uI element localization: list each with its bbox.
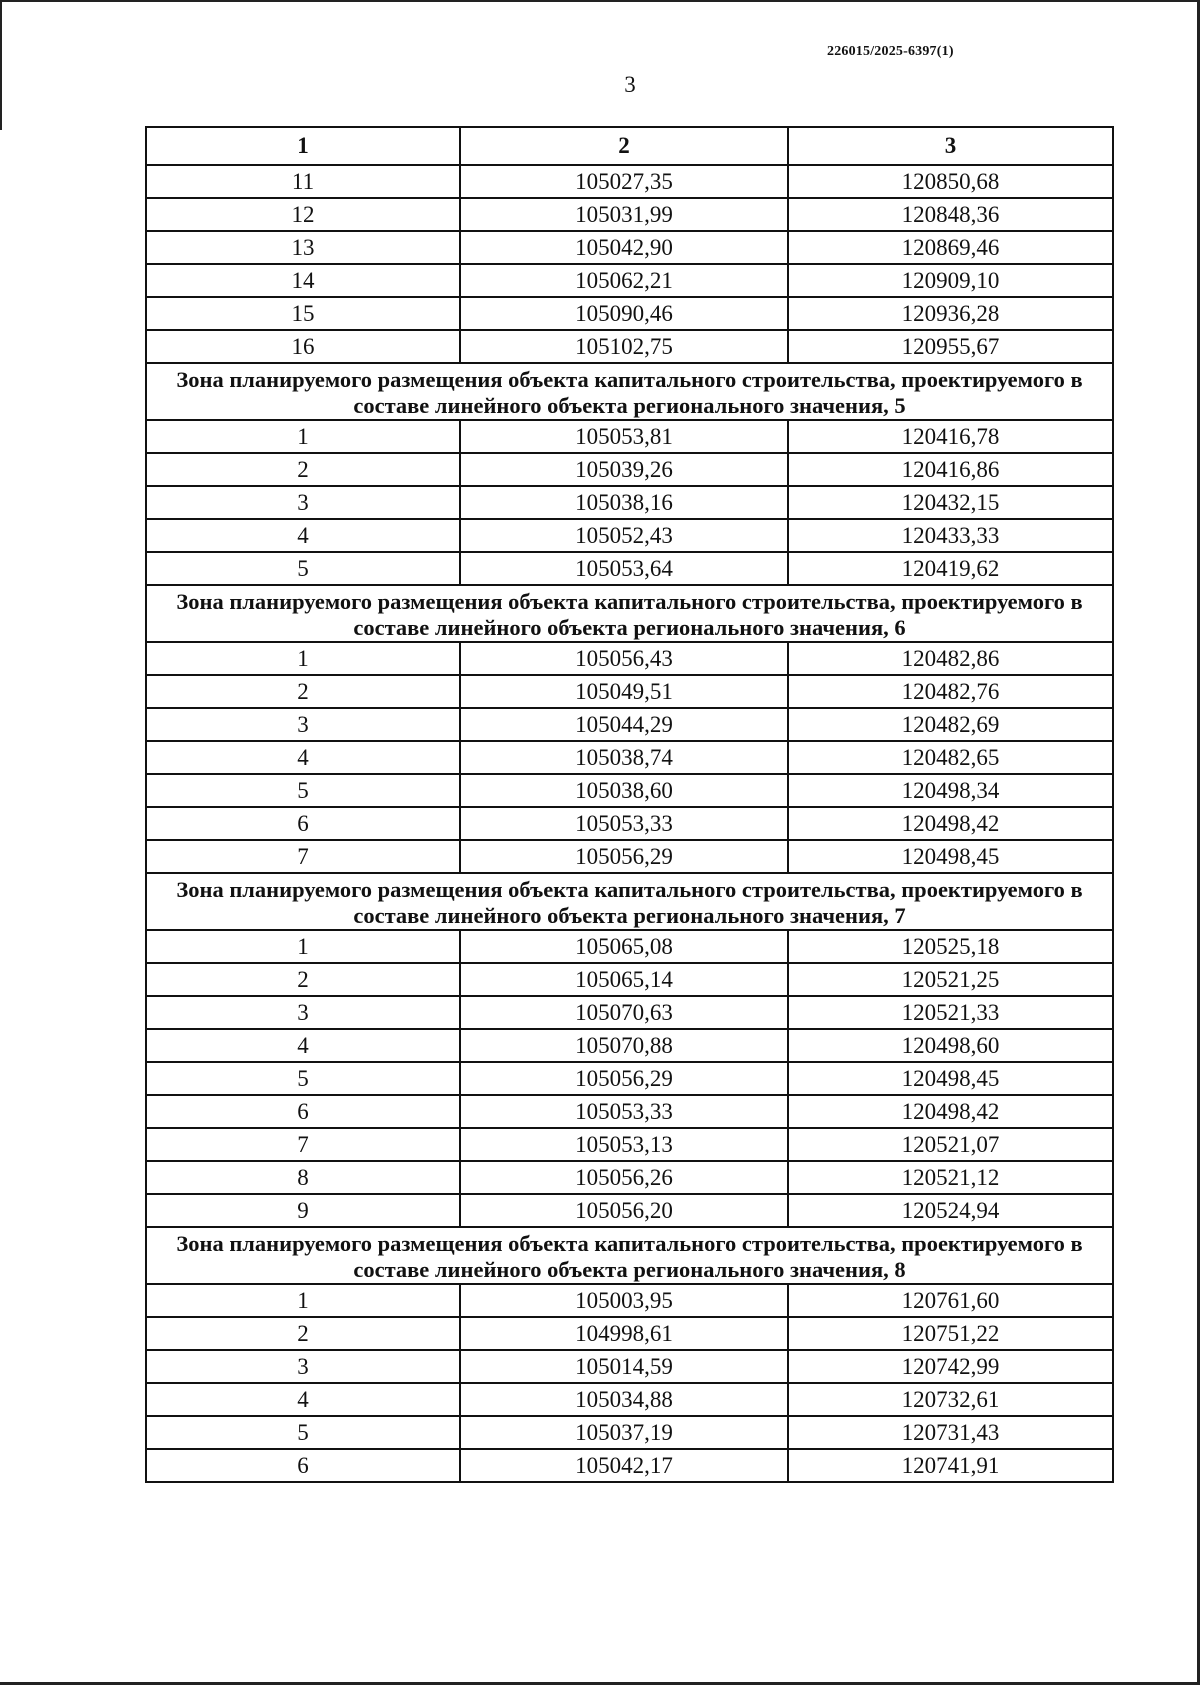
y-coordinate-cell: 120761,60 xyxy=(788,1284,1113,1317)
table-row xyxy=(146,198,1113,231)
y-coordinate-cell: 120525,18 xyxy=(788,930,1113,963)
y-coordinate-cell: 120936,28 xyxy=(788,297,1113,330)
y-coordinate-cell: 120482,86 xyxy=(788,642,1113,675)
point-number-cell: 5 xyxy=(146,1416,460,1449)
point-number-cell: 1 xyxy=(146,420,460,453)
x-coordinate-cell: 105070,63 xyxy=(460,996,788,1029)
x-coordinate-cell: 105038,60 xyxy=(460,774,788,807)
table-row xyxy=(146,486,1113,519)
y-coordinate-cell: 120498,60 xyxy=(788,1029,1113,1062)
x-coordinate-cell: 105027,35 xyxy=(460,165,788,198)
x-coordinate-cell: 105053,13 xyxy=(460,1128,788,1161)
x-coordinate-cell: 105052,43 xyxy=(460,519,788,552)
table-row xyxy=(146,741,1113,774)
table-row xyxy=(146,231,1113,264)
table-row xyxy=(146,297,1113,330)
table-row xyxy=(146,642,1113,675)
y-coordinate-cell: 120498,45 xyxy=(788,1062,1113,1095)
x-coordinate-cell: 105062,21 xyxy=(460,264,788,297)
table-row xyxy=(146,1062,1113,1095)
zone-title: Зона планируемого размещения объекта капитального строительства, проектируемого в составе линейного объекта регионального значения, 8 xyxy=(146,1227,1113,1284)
x-coordinate-cell: 105056,43 xyxy=(460,642,788,675)
table-row xyxy=(146,1284,1113,1317)
x-coordinate-cell: 105042,17 xyxy=(460,1449,788,1482)
x-coordinate-cell: 105070,88 xyxy=(460,1029,788,1062)
y-coordinate-cell: 120848,36 xyxy=(788,198,1113,231)
x-coordinate-cell: 104998,61 xyxy=(460,1317,788,1350)
point-number-cell: 3 xyxy=(146,708,460,741)
table-row xyxy=(146,165,1113,198)
table-row xyxy=(146,453,1113,486)
x-coordinate-cell: 105065,08 xyxy=(460,930,788,963)
point-number-cell: 1 xyxy=(146,1284,460,1317)
point-number-cell: 3 xyxy=(146,996,460,1029)
point-number-cell: 8 xyxy=(146,1161,460,1194)
table-row xyxy=(146,1161,1113,1194)
y-coordinate-cell: 120482,69 xyxy=(788,708,1113,741)
point-number-cell: 3 xyxy=(146,486,460,519)
y-coordinate-cell: 120482,65 xyxy=(788,741,1113,774)
table-row xyxy=(146,996,1113,1029)
x-coordinate-cell: 105034,88 xyxy=(460,1383,788,1416)
table-row xyxy=(146,420,1113,453)
x-coordinate-cell: 105039,26 xyxy=(460,453,788,486)
x-coordinate-cell: 105003,95 xyxy=(460,1284,788,1317)
y-coordinate-cell: 120850,68 xyxy=(788,165,1113,198)
y-coordinate-cell: 120419,62 xyxy=(788,552,1113,585)
y-coordinate-cell: 120869,46 xyxy=(788,231,1113,264)
point-number-cell: 5 xyxy=(146,552,460,585)
point-number-cell: 1 xyxy=(146,930,460,963)
x-coordinate-cell: 105053,81 xyxy=(460,420,788,453)
point-number-cell: 2 xyxy=(146,453,460,486)
zone-title: Зона планируемого размещения объекта капитального строительства, проектируемого в составе линейного объекта регионального значения, 5 xyxy=(146,363,1113,420)
point-number-cell: 2 xyxy=(146,675,460,708)
y-coordinate-cell: 120742,99 xyxy=(788,1350,1113,1383)
y-coordinate-cell: 120521,12 xyxy=(788,1161,1113,1194)
point-number-cell: 4 xyxy=(146,1383,460,1416)
x-coordinate-cell: 105037,19 xyxy=(460,1416,788,1449)
y-coordinate-cell: 120432,15 xyxy=(788,486,1113,519)
point-number-cell: 2 xyxy=(146,1317,460,1350)
x-coordinate-cell: 105090,46 xyxy=(460,297,788,330)
x-coordinate-cell: 105031,99 xyxy=(460,198,788,231)
table-row xyxy=(146,930,1113,963)
x-coordinate-cell: 105056,29 xyxy=(460,1062,788,1095)
y-coordinate-cell: 120524,94 xyxy=(788,1194,1113,1227)
y-coordinate-cell: 120433,33 xyxy=(788,519,1113,552)
table-row xyxy=(146,330,1113,363)
y-coordinate-cell: 120498,42 xyxy=(788,807,1113,840)
table-row xyxy=(146,1449,1113,1482)
table-row xyxy=(146,963,1113,996)
x-coordinate-cell: 105053,33 xyxy=(460,1095,788,1128)
point-number-cell: 6 xyxy=(146,1449,460,1482)
x-coordinate-cell: 105038,16 xyxy=(460,486,788,519)
y-coordinate-cell: 120521,25 xyxy=(788,963,1113,996)
table-row xyxy=(146,519,1113,552)
point-number-cell: 6 xyxy=(146,1095,460,1128)
y-coordinate-cell: 120482,76 xyxy=(788,675,1113,708)
y-coordinate-cell: 120751,22 xyxy=(788,1317,1113,1350)
column-header: 1 xyxy=(146,127,460,165)
scan-border-left xyxy=(0,0,2,130)
x-coordinate-cell: 105044,29 xyxy=(460,708,788,741)
y-coordinate-cell: 120416,86 xyxy=(788,453,1113,486)
table-row xyxy=(146,1095,1113,1128)
table-row xyxy=(146,264,1113,297)
x-coordinate-cell: 105038,74 xyxy=(460,741,788,774)
point-number-cell: 5 xyxy=(146,1062,460,1095)
point-number-cell: 7 xyxy=(146,1128,460,1161)
x-coordinate-cell: 105014,59 xyxy=(460,1350,788,1383)
table-row xyxy=(146,1416,1113,1449)
point-number-cell: 4 xyxy=(146,1029,460,1062)
point-number-cell: 11 xyxy=(146,165,460,198)
x-coordinate-cell: 105056,29 xyxy=(460,840,788,873)
point-number-cell: 2 xyxy=(146,963,460,996)
table-row xyxy=(146,1317,1113,1350)
x-coordinate-cell: 105049,51 xyxy=(460,675,788,708)
y-coordinate-cell: 120909,10 xyxy=(788,264,1113,297)
y-coordinate-cell: 120521,07 xyxy=(788,1128,1113,1161)
zone-title-row xyxy=(146,363,1113,420)
x-coordinate-cell: 105102,75 xyxy=(460,330,788,363)
table-row xyxy=(146,807,1113,840)
table-row xyxy=(146,840,1113,873)
point-number-cell: 13 xyxy=(146,231,460,264)
y-coordinate-cell: 120521,33 xyxy=(788,996,1113,1029)
point-number-cell: 12 xyxy=(146,198,460,231)
x-coordinate-cell: 105065,14 xyxy=(460,963,788,996)
table-row xyxy=(146,1194,1113,1227)
point-number-cell: 15 xyxy=(146,297,460,330)
x-coordinate-cell: 105042,90 xyxy=(460,231,788,264)
point-number-cell: 16 xyxy=(146,330,460,363)
table-row xyxy=(146,708,1113,741)
table-header-row xyxy=(146,127,1113,165)
coordinates-table-body xyxy=(146,127,1113,1482)
point-number-cell: 5 xyxy=(146,774,460,807)
page-number: 3 xyxy=(624,72,636,97)
x-coordinate-cell: 105053,64 xyxy=(460,552,788,585)
zone-title: Зона планируемого размещения объекта капитального строительства, проектируемого в составе линейного объекта регионального значения, 6 xyxy=(146,585,1113,642)
point-number-cell: 14 xyxy=(146,264,460,297)
point-number-cell: 7 xyxy=(146,840,460,873)
zone-title-row xyxy=(146,1227,1113,1284)
column-header: 3 xyxy=(788,127,1113,165)
y-coordinate-cell: 120731,43 xyxy=(788,1416,1113,1449)
document-number: 226015/2025-6397(1) xyxy=(827,44,954,59)
table-row xyxy=(146,774,1113,807)
y-coordinate-cell: 120498,45 xyxy=(788,840,1113,873)
y-coordinate-cell: 120416,78 xyxy=(788,420,1113,453)
point-number-cell: 4 xyxy=(146,741,460,774)
table-row xyxy=(146,552,1113,585)
table-row xyxy=(146,1350,1113,1383)
table-row xyxy=(146,1383,1113,1416)
table-row xyxy=(146,1128,1113,1161)
point-number-cell: 4 xyxy=(146,519,460,552)
y-coordinate-cell: 120955,67 xyxy=(788,330,1113,363)
scan-border-top xyxy=(0,0,1200,2)
point-number-cell: 1 xyxy=(146,642,460,675)
y-coordinate-cell: 120498,42 xyxy=(788,1095,1113,1128)
table-row xyxy=(146,675,1113,708)
x-coordinate-cell: 105056,20 xyxy=(460,1194,788,1227)
table-row xyxy=(146,1029,1113,1062)
point-number-cell: 3 xyxy=(146,1350,460,1383)
zone-title-row xyxy=(146,873,1113,930)
column-header: 2 xyxy=(460,127,788,165)
zone-title-row xyxy=(146,585,1113,642)
y-coordinate-cell: 120741,91 xyxy=(788,1449,1113,1482)
x-coordinate-cell: 105053,33 xyxy=(460,807,788,840)
x-coordinate-cell: 105056,26 xyxy=(460,1161,788,1194)
point-number-cell: 9 xyxy=(146,1194,460,1227)
y-coordinate-cell: 120732,61 xyxy=(788,1383,1113,1416)
y-coordinate-cell: 120498,34 xyxy=(788,774,1113,807)
zone-title: Зона планируемого размещения объекта капитального строительства, проектируемого в составе линейного объекта регионального значения, 7 xyxy=(146,873,1113,930)
point-number-cell: 6 xyxy=(146,807,460,840)
coordinates-table xyxy=(145,126,1114,1483)
